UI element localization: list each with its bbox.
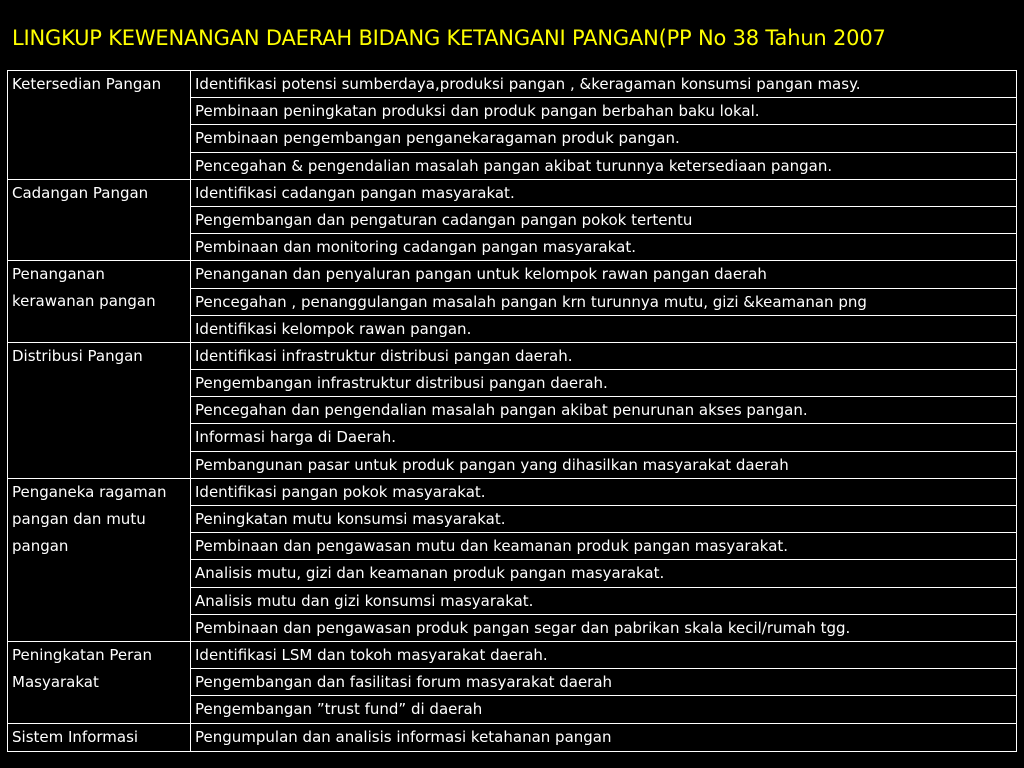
- category-cell: Penganeka ragaman pangan dan mutu pangan: [8, 478, 191, 641]
- category-cell: Penanganan kerawanan pangan: [8, 261, 191, 343]
- authority-item-cell: Analisis mutu, gizi dan keamanan produk pangan masyarakat.: [191, 560, 1017, 587]
- table-row: [8, 342, 1017, 369]
- authority-item-cell: Pengembangan ”trust fund” di daerah: [191, 696, 1017, 723]
- authority-item-cell: Pencegahan , penanggulangan masalah pangan krn turunnya mutu, gizi &keamanan png: [191, 288, 1017, 315]
- category-cell: Peningkatan Peran Masyarakat: [8, 641, 191, 723]
- authority-item-cell: Penanganan dan penyaluran pangan untuk kelompok rawan pangan daerah: [191, 261, 1017, 288]
- authority-item-cell: Identifikasi LSM dan tokoh masyarakat daerah.: [191, 641, 1017, 668]
- authority-item-cell: Pembinaan peningkatan produksi dan produk pangan berbahan baku lokal.: [191, 98, 1017, 125]
- authority-item-cell: Pembangunan pasar untuk produk pangan yang dihasilkan masyarakat daerah: [191, 451, 1017, 478]
- table-row: [8, 723, 1017, 751]
- authority-item-cell: Pencegahan dan pengendalian masalah pangan akibat penurunan akses pangan.: [191, 397, 1017, 424]
- authority-item-cell: Identifikasi cadangan pangan masyarakat.: [191, 179, 1017, 206]
- table-row: [8, 261, 1017, 288]
- table-row: [8, 478, 1017, 505]
- category-cell: Sistem Informasi: [8, 723, 191, 751]
- authority-item-cell: Identifikasi infrastruktur distribusi pangan daerah.: [191, 342, 1017, 369]
- authority-item-cell: Identifikasi kelompok rawan pangan.: [191, 315, 1017, 342]
- authority-item-cell: Identifikasi potensi sumberdaya,produksi pangan , &keragaman konsumsi pangan masy.: [191, 71, 1017, 98]
- category-cell: Cadangan Pangan: [8, 179, 191, 261]
- authority-item-cell: Pembinaan dan pengawasan mutu dan keamanan produk pangan masyarakat.: [191, 533, 1017, 560]
- authority-item-cell: Pembinaan dan pengawasan produk pangan segar dan pabrikan skala kecil/rumah tgg.: [191, 614, 1017, 641]
- authority-item-cell: Pengembangan dan pengaturan cadangan pangan pokok tertentu: [191, 206, 1017, 233]
- table-row: [8, 71, 1017, 98]
- authority-item-cell: Analisis mutu dan gizi konsumsi masyarakat.: [191, 587, 1017, 614]
- authority-item-cell: Peningkatan mutu konsumsi masyarakat.: [191, 506, 1017, 533]
- table-row: [8, 179, 1017, 206]
- slide-title: LINGKUP KEWENANGAN DAERAH BIDANG KETANGANI PANGAN(PP No 38 Tahun 2007: [12, 26, 886, 50]
- authority-item-cell: Informasi harga di Daerah.: [191, 424, 1017, 451]
- category-cell: Ketersedian Pangan: [8, 71, 191, 180]
- authority-item-cell: Pencegahan & pengendalian masalah pangan akibat turunnya ketersediaan pangan.: [191, 152, 1017, 179]
- authority-item-cell: Pengembangan infrastruktur distribusi pangan daerah.: [191, 370, 1017, 397]
- authority-item-cell: Pengembangan dan fasilitasi forum masyarakat daerah: [191, 669, 1017, 696]
- table-row: [8, 641, 1017, 668]
- authority-item-cell: Pembinaan pengembangan penganekaragaman produk pangan.: [191, 125, 1017, 152]
- authority-table-body: [8, 71, 1017, 752]
- category-cell: Distribusi Pangan: [8, 342, 191, 478]
- authority-item-cell: Identifikasi pangan pokok masyarakat.: [191, 478, 1017, 505]
- authority-item-cell: Pengumpulan dan analisis informasi ketahanan pangan: [191, 723, 1017, 751]
- authority-table: [7, 70, 1017, 752]
- authority-item-cell: Pembinaan dan monitoring cadangan pangan masyarakat.: [191, 234, 1017, 261]
